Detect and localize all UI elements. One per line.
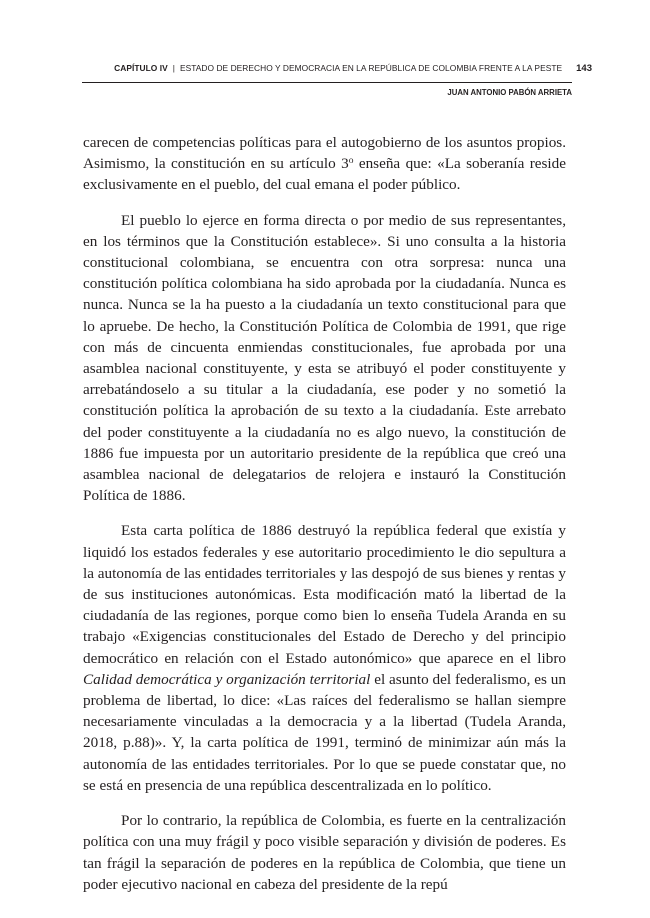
page-number: 143: [576, 63, 592, 74]
header-top-line: [82, 63, 592, 81]
running-title: [114, 63, 562, 73]
paragraph-3-text: Esta carta política de 1886 destruyó la república federal que existía y liquidó los estados federales y ese autoritario procedimiento le dio sepultura a la autonomía de las entidades territoriales y las despojó de sus bienes y rentas y de sus instituciones autonómicas. Esta modificación mató la libertad de la ciudadanía de las regiones, porque como bien lo enseña Tudela Aranda en su trabajo «Exigencias constitucionales del Estado de Derecho y del principio democrático en relación con el Estado autonómico» que aparece en el libro: [83, 522, 566, 667]
book-title: Calidad democrática y organización territorial: [83, 670, 371, 688]
paragraph-1-text-cont: enseña que: «La soberanía reside exclusivamente en el pueblo, del cual emana el poder público.: [83, 155, 566, 194]
paragraph-1-text: carecen de competencias políticas para el autogobierno de los asuntos propios. Asimismo, la constitución en su artículo 3: [83, 134, 566, 173]
header-separator: |: [172, 63, 175, 73]
running-header: [82, 63, 592, 97]
body-text: [83, 132, 566, 909]
ordinal-superscript: o: [348, 156, 354, 167]
paragraph-4: Por lo contrario, la república de Colombia, es fuerte en la centralización política con una muy frágil y poco visible separación y división de poderes. Es tan frágil la separación de poderes en la república de Colombia, que tiene un poder ejecutivo nacional en cabeza del presidente de la repú: [83, 812, 566, 893]
chapter-label: CAPÍTULO IV: [114, 63, 168, 73]
paragraph-3: [83, 520, 566, 796]
paragraph-2: El pueblo lo ejerce en forma directa o por medio de sus representantes, en los términos que la Constitución establece». Si uno consulta a la historia constitucional colombiana, se encuentra con otra sorpresa: nunca una constitución política colombiana ha sido aprobada por la ciudadanía. Nunca es nunca. Nunca se la ha puesto a la ciudadanía un texto constitucional para que lo apruebe. De hecho, la Constitución Política de Colombia de 1991, que rige con más de cincuenta enmiendas constitucionales, fue aprobada por una asamblea nacional constituyente, y esta se atribuyó el poder constituyente y arrebatándoselo a su titular a la ciudadanía, ese poder y no sometió la constitución política la aprobación de su texto a la ciudadanía. Este arrebato del poder constituyente a la ciudadanía no es algo nuevo, la constitución de 1886 fue impuesta por un autoritario presidente de la república que creó una asamblea nacional de delegatarios de relojera e instauró la Constitución Política de 1886.: [83, 211, 566, 505]
paragraph-1: [83, 132, 566, 196]
paragraph-3-text-cont: el asunto del federalismo, es un problema de libertad, lo dice: «Las raíces del federalismo se hallan siempre necesariamente vinculadas a la democracia y a la libertad (Tudela Aranda, 2018, p.88)». Y, la carta política de 1991, terminó de minimizar aún más la autonomía de las entidades territoriales. Por lo que se puede constatar que, no se está en presencia de una república descentralizada en lo político.: [83, 670, 566, 794]
header-rule: [82, 82, 572, 83]
chapter-title: ESTADO DE DERECHO Y DEMOCRACIA EN LA REPÚBLICA DE COLOMBIA FRENTE A LA PESTE: [179, 63, 563, 73]
author-name: JUAN ANTONIO PABÓN ARRIETA: [447, 88, 572, 97]
